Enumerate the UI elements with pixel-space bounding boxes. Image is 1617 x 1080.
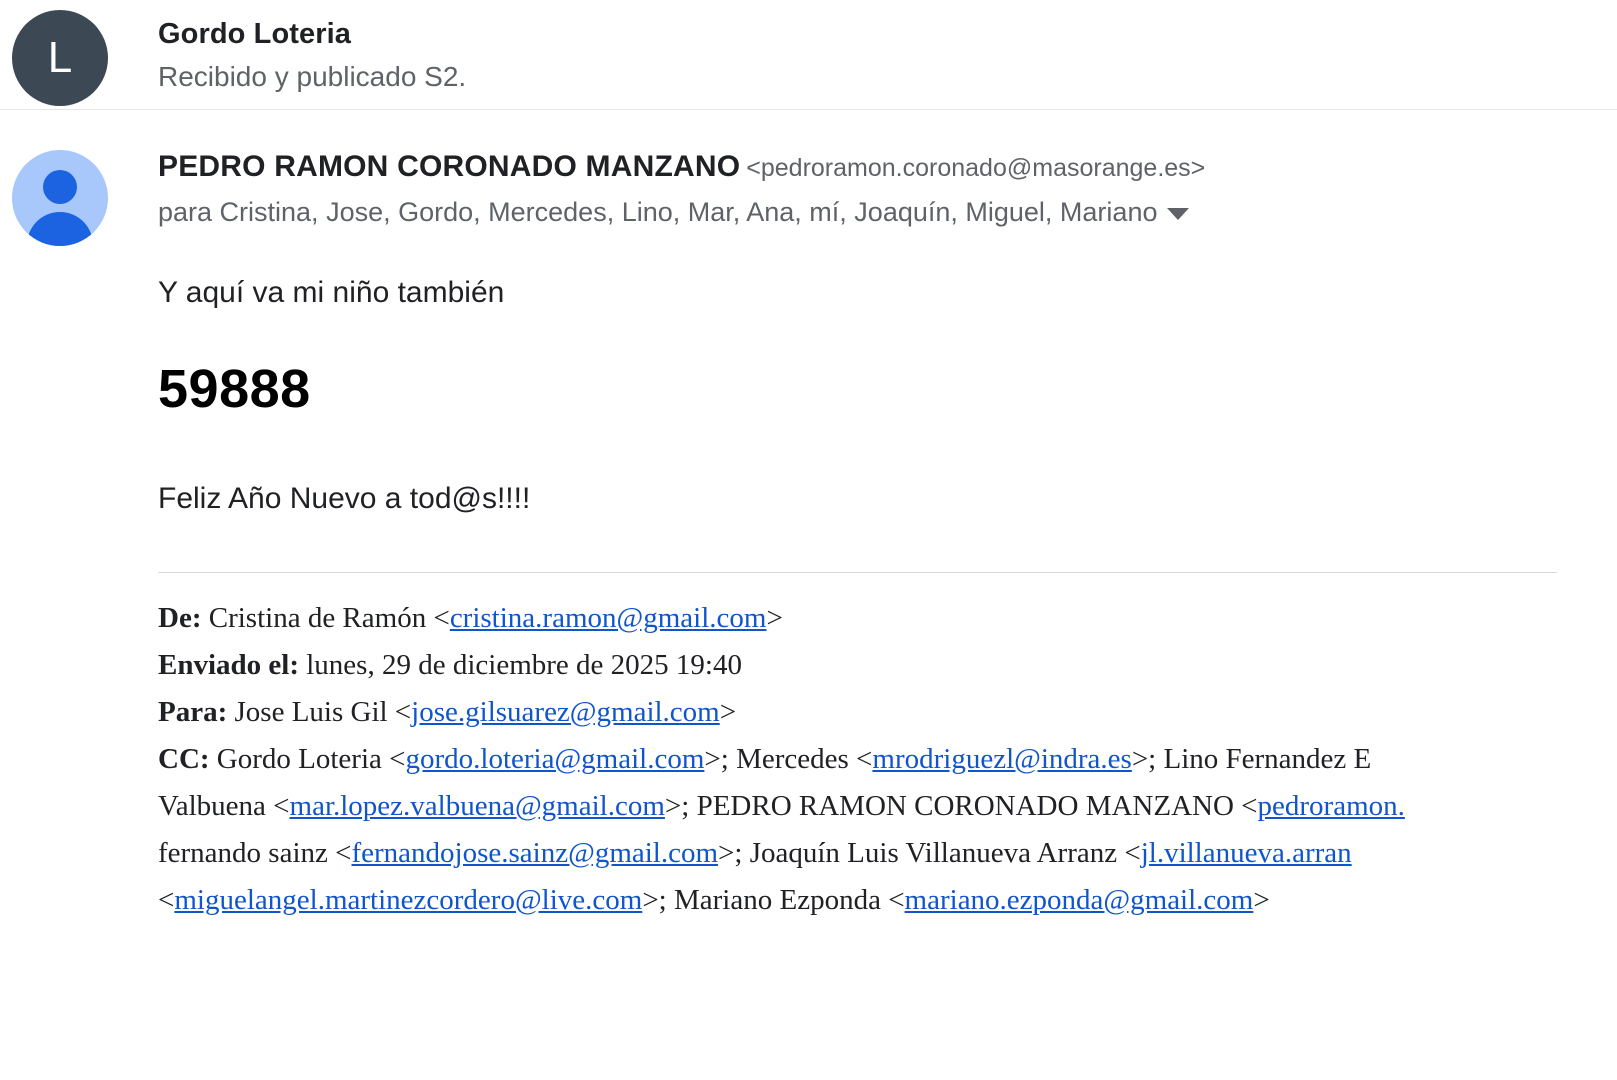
quoted-sent-label: Enviado el: [158,648,299,681]
collapsed-message-text [158,10,466,93]
message-intro-text: Y aquí va mi niño también [158,276,505,309]
quoted-from-close: > [766,602,783,634]
collapsed-sender-name: Gordo Loteria [158,18,352,50]
recipients-line[interactable] [158,197,1617,228]
quoted-from-label: De: [158,602,202,634]
message-greeting: Feliz Año Nuevo a tod@s!!!! [158,482,531,515]
recipients-label: para Cristina, Jose, Gordo, Mercedes, Lino, Mar, Ana, mí, Joaquín, Miguel, Mariano [158,197,1158,227]
collapsed-message-snippet: Recibido y publicado S2. [158,61,467,92]
quote-divider [158,572,1557,573]
quoted-cc-line-2 [158,783,1617,830]
email-link[interactable]: fernandojose.sainz@gmail.com [351,836,719,869]
quoted-cc-parts-1: Gordo Loteria <gordo.loteria@gmail.com>; Mercedes <mrodriguezl@indra.es>; Lino Fernandez E [216,742,1372,775]
quoted-cc-parts-2: Valbuena <mar.lopez.valbuena@gmail.com>; PEDRO RAMON CORONADO MANZANO <pedroramon. [158,789,1405,822]
quoted-sent-line [158,642,1617,689]
message-header-line [158,150,1617,183]
email-link[interactable]: mrodriguezl@indra.es [872,742,1132,775]
avatar: L [12,10,108,106]
quoted-cc-parts-3: fernando sainz <fernandojose.sainz@gmail.com>; Joaquín Luis Villanueva Arranz <jl.villanueva.arran [158,836,1352,869]
email-link[interactable]: miguelangel.martinezcordero@live.com [174,883,643,916]
quoted-header-block [158,595,1617,924]
quoted-from-line [158,595,1617,642]
quoted-cc-label: CC: [158,742,210,775]
person-avatar-icon [12,150,108,246]
quoted-to-label: Para: [158,695,228,728]
quoted-to-line [158,689,1617,736]
quoted-to-email-link[interactable]: jose.gilsuarez@gmail.com [411,695,720,728]
sender-name: PEDRO RAMON CORONADO MANZANO [158,150,741,183]
quoted-from-name: Cristina de Ramón < [208,602,450,634]
email-link[interactable]: mar.lopez.valbuena@gmail.com [289,789,665,822]
email-link[interactable]: pedroramon. [1257,789,1405,822]
expanded-message [0,110,1617,924]
email-link[interactable]: gordo.loteria@gmail.com [405,742,705,775]
quoted-sent-value: lunes, 29 de diciembre de 2025 19:40 [306,648,742,681]
sender-email: <pedroramon.coronado@masorange.es> [746,154,1206,182]
quoted-from-email-link[interactable]: cristina.ramon@gmail.com [449,602,767,634]
quoted-cc-line-3 [158,830,1617,877]
message-body-container [158,150,1617,924]
lottery-number: 59888 [158,359,311,419]
quoted-to-name: Jose Luis Gil < [234,695,412,728]
chevron-down-icon[interactable] [1167,208,1189,220]
quoted-cc-parts-4: <miguelangel.martinezcordero@live.com>; Mariano Ezponda <mariano.ezponda@gmail.com> [158,883,1270,916]
collapsed-message-row[interactable] [0,0,1617,110]
quoted-to-close: > [719,695,737,728]
quoted-cc-line-1 [158,736,1617,783]
quoted-cc-line-4 [158,877,1617,924]
email-link[interactable]: mariano.ezponda@gmail.com [904,883,1254,916]
email-link[interactable]: jl.villanueva.arran [1140,836,1352,869]
